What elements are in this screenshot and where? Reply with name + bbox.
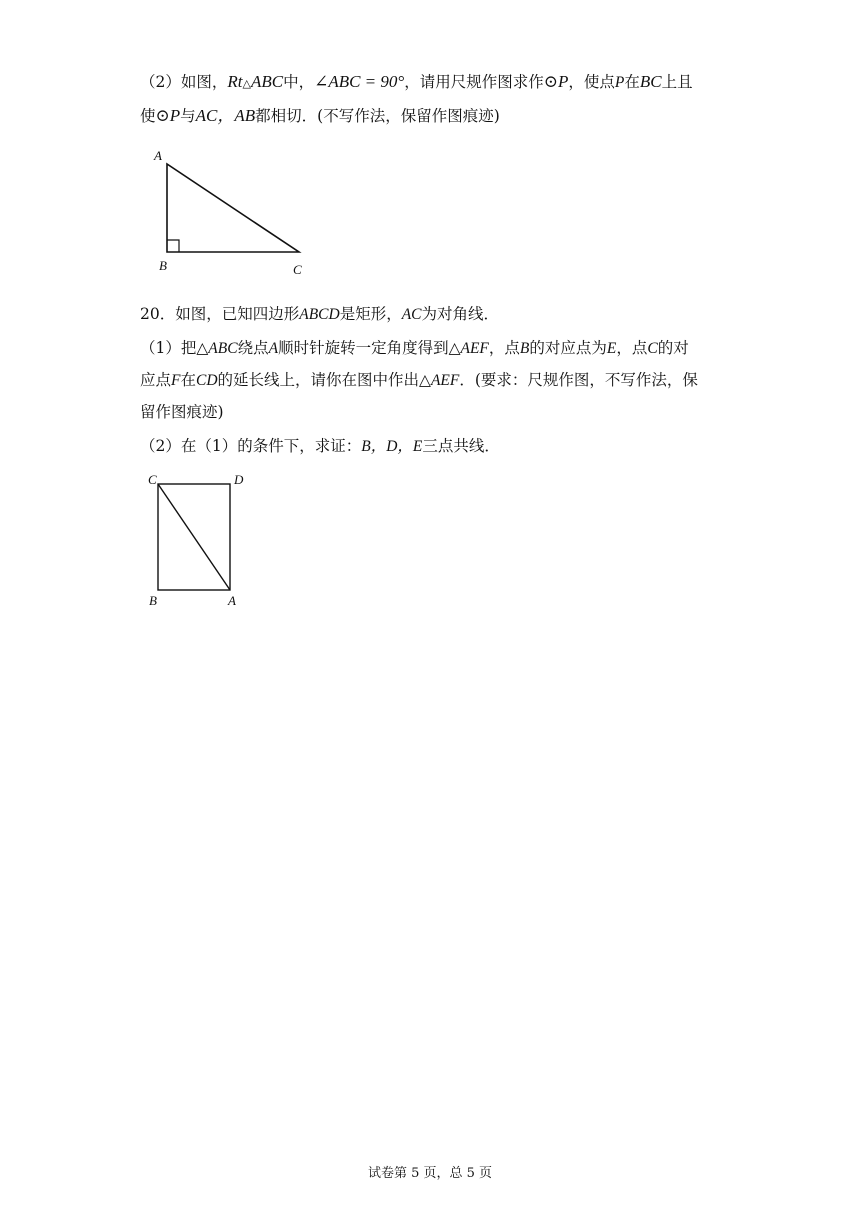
math-f: F <box>171 372 181 389</box>
math-abc: ABC <box>208 340 238 357</box>
q20-part1-line2 <box>140 370 698 391</box>
right-angle-mark <box>167 240 179 252</box>
text: ．(要求：尺规作图，不写作法，保 <box>459 371 698 389</box>
text: 使 <box>140 107 156 125</box>
text: 是矩形， <box>339 305 402 323</box>
text: 20．如图，已知四边形 <box>140 305 300 323</box>
label-b: B <box>149 593 157 608</box>
text: 三点共线． <box>422 437 500 455</box>
text: 都相切．(不写作法，保留作图痕迹) <box>255 107 500 125</box>
math-ac-ab: AC，AB <box>195 106 256 125</box>
math-aef: AEF <box>460 340 489 357</box>
label-a: A <box>154 148 162 163</box>
q20-part1-line3: 留作图痕迹) <box>140 403 224 421</box>
math-rt: Rt <box>227 72 243 91</box>
diagonal-ac <box>158 484 230 590</box>
text: 顺时针旋转一定角度得到△ <box>278 339 461 357</box>
text: ，点 <box>616 339 648 357</box>
text: （1）把△ <box>140 339 209 357</box>
q20-part2 <box>140 436 500 457</box>
math-circle-p: ⊙P <box>543 72 569 91</box>
math-abc: ABC <box>250 72 284 91</box>
q19-part2-line2 <box>140 106 500 126</box>
text: 的对应点为 <box>529 339 607 357</box>
page-footer: 试卷第 5 页，总 5 页 <box>367 1166 493 1181</box>
q19-part2-line1 <box>140 72 693 94</box>
text: 在 <box>624 73 640 91</box>
math-a: A <box>268 340 279 357</box>
label-b: B <box>159 258 167 273</box>
rectangle-figure <box>144 468 254 610</box>
math-ac: AC <box>401 306 422 323</box>
math-p: P <box>614 74 625 91</box>
math-abcd: ABCD <box>299 306 340 323</box>
triangle-abc <box>167 164 299 252</box>
text: 绕点 <box>237 339 269 357</box>
text: 的延长线上，请你在图中作出△ <box>217 371 431 389</box>
text: （2）在（1）的条件下，求证： <box>140 437 362 455</box>
triangle-symbol: △ <box>242 77 251 90</box>
right-triangle-figure <box>150 148 320 278</box>
math-cd: CD <box>196 372 218 389</box>
label-d: D <box>234 472 244 487</box>
text: 在 <box>180 371 196 389</box>
q20-stem <box>140 304 499 325</box>
text: 与 <box>180 107 196 125</box>
math-bc: BC <box>639 72 662 91</box>
math-angle: ∠ABC = 90° <box>314 72 405 91</box>
q20-part1-line1 <box>140 338 689 359</box>
text: ，使点 <box>568 73 615 91</box>
math-aef: AEF <box>430 372 460 389</box>
text: 应点 <box>140 371 172 389</box>
text: ，请用尺规作图求作 <box>404 73 544 91</box>
text: 上且 <box>661 73 693 91</box>
math-circle-p: ⊙P <box>155 106 181 125</box>
text: ，点 <box>488 339 520 357</box>
text: 的对 <box>657 339 689 357</box>
text: 中， <box>283 73 315 91</box>
label-c: C <box>293 262 302 277</box>
text: （2）如图， <box>140 73 228 91</box>
text: 为对角线． <box>421 305 500 323</box>
math-e: E <box>606 340 617 357</box>
math-c: C <box>647 340 658 357</box>
label-c: C <box>148 472 157 487</box>
math-b: B <box>519 340 530 357</box>
math-bde: B，D，E <box>361 438 423 455</box>
label-a: A <box>228 593 236 608</box>
